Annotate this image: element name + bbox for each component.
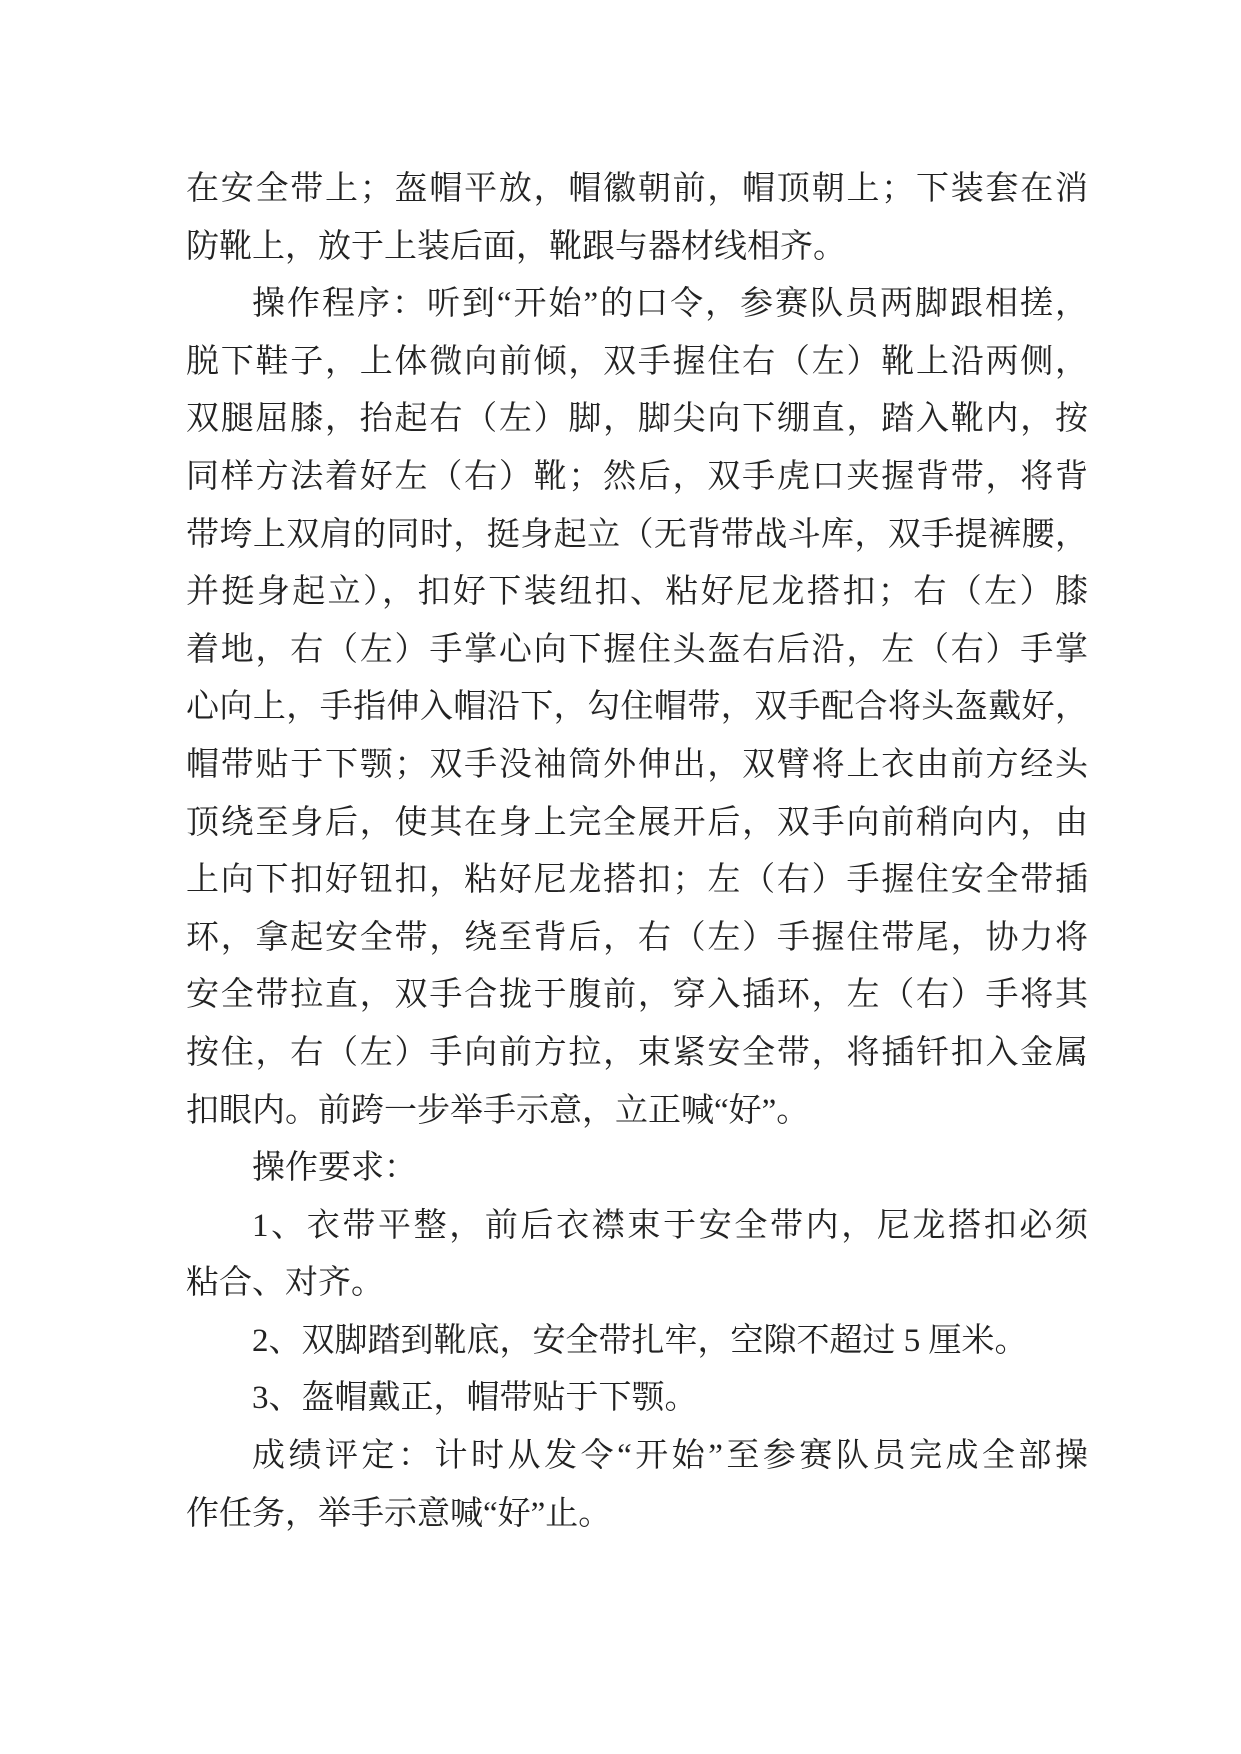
text-line: 帽带贴于下颚；双手没袖筒外伸出，双臂将上衣由前方经头 xyxy=(186,746,1088,783)
text-line: 顶绕至身后，使其在身上完全展开后，双手向前稍向内，由 xyxy=(186,804,1088,841)
text-line: 操作要求： xyxy=(252,1150,417,1187)
text-line: 作任务，举手示意喊“好”止。 xyxy=(186,1495,612,1532)
text-line: 心向上，手指伸入帽沿下，勾住帽带，双手配合将头盔戴好， xyxy=(186,689,1088,726)
text-line: 双腿屈膝，抬起右（左）脚，脚尖向下绷直，踏入靴内，按 xyxy=(186,401,1088,438)
text-line: 脱下鞋子，上体微向前倾，双手握住右（左）靴上沿两侧， xyxy=(186,343,1088,380)
text-line: 并挺身起立），扣好下装纽扣、粘好尼龙搭扣；右（左）膝 xyxy=(186,574,1088,611)
text-line: 着地，右（左）手掌心向下握住头盔右后沿，左（右）手掌 xyxy=(186,631,1088,668)
text-line: 粘合、对齐。 xyxy=(186,1265,384,1302)
text-line: 1、衣带平整，前后衣襟束于安全带内，尼龙搭扣必须 xyxy=(252,1207,1088,1244)
text-line: 安全带拉直，双手合拢于腹前，穿入插环，左（右）手将其 xyxy=(186,977,1088,1014)
text-line: 防靴上，放于上装后面，靴跟与器材线相齐。 xyxy=(186,228,846,265)
text-line: 带垮上双肩的同时，挺身起立（无背带战斗库，双手提裤腰， xyxy=(186,516,1088,553)
text-line: 环，拿起安全带，绕至背后，右（左）手握住带尾，协力将 xyxy=(186,919,1088,956)
document-body xyxy=(186,161,1088,1543)
text-line: 在安全带上；盔帽平放，帽徽朝前，帽顶朝上；下装套在消 xyxy=(186,171,1088,207)
text-line: 同样方法着好左（右）靴；然后，双手虎口夹握背带，将背 xyxy=(186,458,1088,495)
text-line: 扣眼内。前跨一步举手示意，立正喊“好”。 xyxy=(186,1092,810,1129)
text-line: 成绩评定：计时从发令“开始”至参赛队员完成全部操 xyxy=(252,1438,1088,1475)
text-line: 3、盔帽戴正，帽带贴于下颚。 xyxy=(252,1380,698,1417)
text-line: 2、双脚踏到靴底，安全带扎牢，空隙不超过 5 厘米。 xyxy=(252,1322,1028,1359)
text-line: 上向下扣好钮扣，粘好尼龙搭扣；左（右）手握住安全带插 xyxy=(186,862,1088,899)
text-line: 按住，右（左）手向前方拉，束紧安全带，将插钎扣入金属 xyxy=(186,1034,1088,1071)
text-line: 操作程序：听到“开始”的口令，参赛队员两脚跟相搓， xyxy=(252,286,1088,323)
